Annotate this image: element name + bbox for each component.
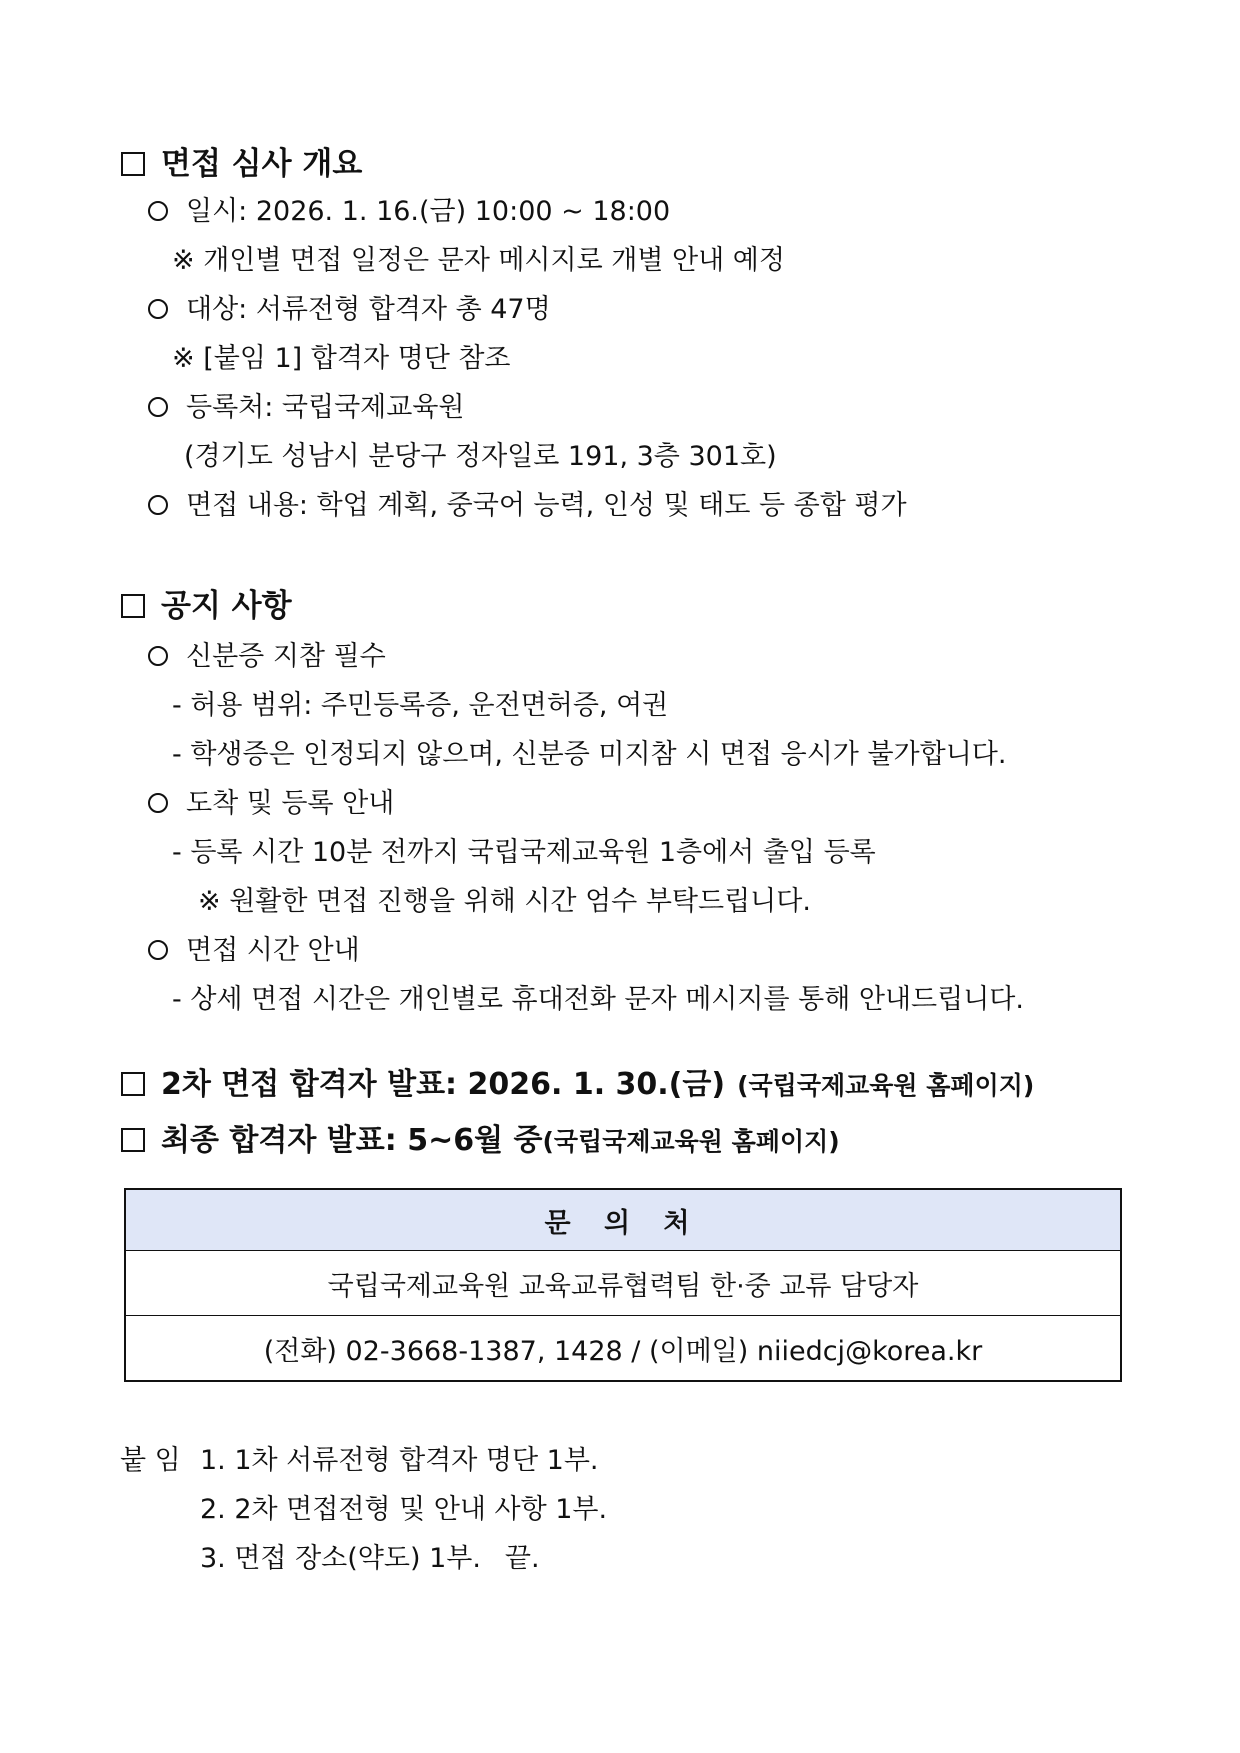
contact-header: 문 의 처 [125,1189,1121,1251]
document-end-marker: 끝. [504,1543,540,1574]
attachment-item-3: 3. 면접 장소(약도) 1부. 끝. [200,1543,540,1574]
sub-item-allowed-ids: - 허용 범위: 주민등록증, 운전면허증, 여권 [172,690,669,721]
checkbox-square-icon [121,1128,145,1152]
list-item-interview-content: 면접 내용: 학업 계획, 중국어 능력, 인성 및 태도 등 종합 평가 [148,489,907,523]
list-item-interview-time: 면접 시간 안내 [148,934,360,968]
section-heading-notices: 공지 사항 [121,587,292,625]
circle-bullet-icon [148,397,168,417]
circle-bullet-icon [148,646,168,666]
section-heading-interview-overview: 면접 심사 개요 [121,145,362,183]
circle-bullet-icon [148,299,168,319]
note-schedule: ※ 개인별 면접 일정은 문자 메시지로 개별 안내 예정 [172,245,785,276]
checkbox-square-icon [121,594,145,618]
attachment-item-2: 2. 2차 면접전형 및 안내 사항 1부. [200,1494,608,1525]
sub-item-student-id: - 학생증은 인정되지 않으며, 신분증 미지참 시 면접 응시가 불가합니다. [172,739,1007,770]
contact-info: (전화) 02-3668-1387, 1428 / (이메일) niiedcj@korea.kr [125,1316,1121,1382]
list-item-target: 대상: 서류전형 합격자 총 47명 [148,293,551,327]
contact-table [124,1188,1122,1382]
announcement-second-round: 2차 면접 합격자 발표: 2026. 1. 30.(금) (국립국제교육원 홈페이지) [121,1066,1034,1105]
contact-department: 국립국제교육원 교육교류협력팀 한·중 교류 담당자 [125,1251,1121,1316]
attachment-label: 붙 임 [120,1445,181,1476]
checkbox-square-icon [121,152,145,176]
circle-bullet-icon [148,495,168,515]
announcement-final: 최종 합격자 발표: 5~6월 중(국립국제교육원 홈페이지) [121,1122,840,1161]
list-item-arrival: 도착 및 등록 안내 [148,787,394,821]
attachment-item-1: 1. 1차 서류전형 합격자 명단 1부. [200,1445,599,1476]
note-attachment-ref: ※ [붙임 1] 합격자 명단 참조 [172,343,511,374]
checkbox-square-icon [121,1072,145,1096]
circle-bullet-icon [148,793,168,813]
sub-item-registration-time: - 등록 시간 10분 전까지 국립국제교육원 1층에서 출입 등록 [172,837,876,868]
circle-bullet-icon [148,940,168,960]
list-item-date: 일시: 2026. 1. 16.(금) 10:00 ~ 18:00 [148,195,670,229]
address: (경기도 성남시 분당구 정자일로 191, 3층 301호) [184,441,777,472]
circle-bullet-icon [148,201,168,221]
note-punctuality: ※ 원활한 면접 진행을 위해 시간 엄수 부탁드립니다. [198,886,811,917]
list-item-id-required: 신분증 지참 필수 [148,640,386,674]
sub-item-time-notice: - 상세 면접 시간은 개인별로 휴대전화 문자 메시지를 통해 안내드립니다. [172,984,1024,1015]
list-item-registration: 등록처: 국립국제교육원 [148,391,465,425]
